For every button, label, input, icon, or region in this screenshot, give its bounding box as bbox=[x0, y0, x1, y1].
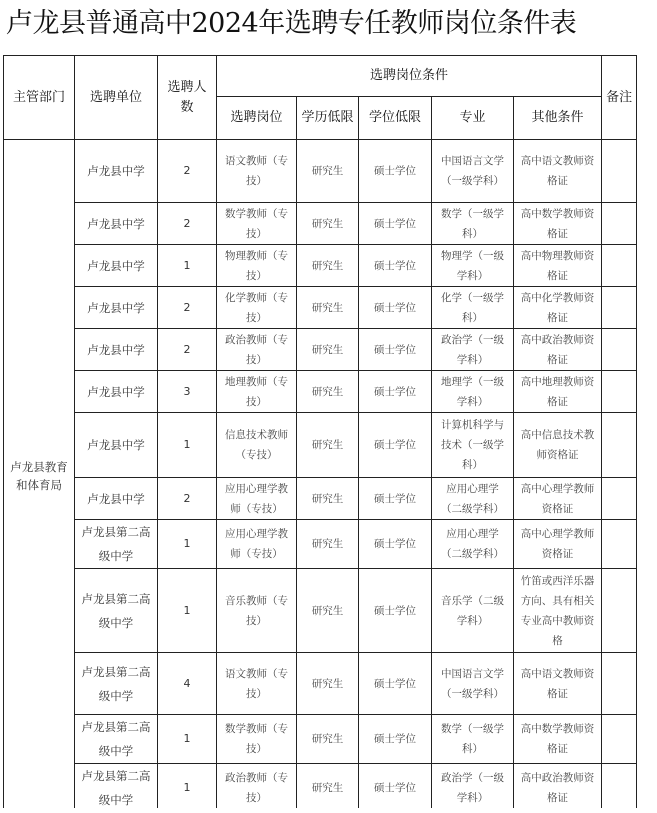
header-conditions: 选聘岗位条件 bbox=[217, 56, 602, 97]
post-cell: 应用心理学教师（专技） bbox=[217, 478, 297, 520]
other-cell: 高中语文教师资格证 bbox=[514, 140, 602, 203]
header-remark: 备注 bbox=[602, 56, 637, 140]
remark-cell bbox=[602, 478, 637, 520]
degree-cell: 硕士学位 bbox=[359, 371, 432, 413]
major-cell: 中国语言文学（一级学科） bbox=[432, 140, 514, 203]
unit-cell: 卢龙县中学 bbox=[75, 140, 158, 203]
unit-cell: 卢龙县中学 bbox=[75, 329, 158, 371]
post-cell: 语文教师（专技） bbox=[217, 140, 297, 203]
degree-cell: 硕士学位 bbox=[359, 478, 432, 520]
count-cell: 2 bbox=[158, 287, 217, 329]
unit-cell: 卢龙县第二高级中学 bbox=[75, 520, 158, 569]
post-cell: 物理教师（专技） bbox=[217, 245, 297, 287]
remark-cell bbox=[602, 413, 637, 478]
other-cell: 高中语文教师资格证 bbox=[514, 653, 602, 715]
remark-cell bbox=[602, 245, 637, 287]
count-cell: 2 bbox=[158, 329, 217, 371]
header-post: 选聘岗位 bbox=[217, 97, 297, 140]
header-count: 选聘人数 bbox=[158, 56, 217, 140]
unit-cell: 卢龙县第二高级中学 bbox=[75, 653, 158, 715]
count-cell: 3 bbox=[158, 371, 217, 413]
post-cell: 政治教师（专技） bbox=[217, 329, 297, 371]
degree-cell: 硕士学位 bbox=[359, 245, 432, 287]
post-cell: 数学教师（专技） bbox=[217, 715, 297, 764]
other-cell: 高中物理教师资格证 bbox=[514, 245, 602, 287]
count-cell: 4 bbox=[158, 653, 217, 715]
page-edge bbox=[0, 808, 657, 813]
post-cell: 地理教师（专技） bbox=[217, 371, 297, 413]
post-cell: 语文教师（专技） bbox=[217, 653, 297, 715]
edu-cell: 研究生 bbox=[297, 371, 359, 413]
edu-cell: 研究生 bbox=[297, 715, 359, 764]
table-row bbox=[4, 569, 637, 653]
unit-cell: 卢龙县中学 bbox=[75, 478, 158, 520]
table-row bbox=[4, 140, 637, 203]
count-cell: 1 bbox=[158, 569, 217, 653]
edu-cell: 研究生 bbox=[297, 245, 359, 287]
degree-cell: 硕士学位 bbox=[359, 520, 432, 569]
header-edu: 学历低限 bbox=[297, 97, 359, 140]
remark-cell bbox=[602, 569, 637, 653]
major-cell: 物理学（一级学科） bbox=[432, 245, 514, 287]
edu-cell: 研究生 bbox=[297, 478, 359, 520]
table-row bbox=[4, 203, 637, 245]
other-cell: 高中政治教师资格证 bbox=[514, 329, 602, 371]
header-unit: 选聘单位 bbox=[75, 56, 158, 140]
unit-cell: 卢龙县中学 bbox=[75, 413, 158, 478]
table-row bbox=[4, 520, 637, 569]
edu-cell: 研究生 bbox=[297, 329, 359, 371]
degree-cell: 硕士学位 bbox=[359, 413, 432, 478]
major-cell: 政治学（一级学科） bbox=[432, 329, 514, 371]
edu-cell: 研究生 bbox=[297, 764, 359, 813]
degree-cell: 硕士学位 bbox=[359, 329, 432, 371]
remark-cell bbox=[602, 371, 637, 413]
other-cell: 竹笛或西洋乐器方向、具有相关专业高中教师资格 bbox=[514, 569, 602, 653]
degree-cell: 硕士学位 bbox=[359, 569, 432, 653]
table-row bbox=[4, 329, 637, 371]
header-major: 专业 bbox=[432, 97, 514, 140]
major-cell: 应用心理学（二级学科） bbox=[432, 520, 514, 569]
header-degree: 学位低限 bbox=[359, 97, 432, 140]
post-cell: 应用心理学教师（专技） bbox=[217, 520, 297, 569]
post-cell: 政治教师（专技） bbox=[217, 764, 297, 813]
header-dept: 主管部门 bbox=[4, 56, 75, 140]
post-cell: 化学教师（专技） bbox=[217, 287, 297, 329]
other-cell: 高中化学教师资格证 bbox=[514, 287, 602, 329]
count-cell: 2 bbox=[158, 478, 217, 520]
post-cell: 音乐教师（专技） bbox=[217, 569, 297, 653]
major-cell: 政治学（一级学科） bbox=[432, 764, 514, 813]
dept-cell: 卢龙县教育和体育局 bbox=[4, 140, 75, 813]
major-cell: 数学（一级学科） bbox=[432, 203, 514, 245]
table-row bbox=[4, 715, 637, 764]
edu-cell: 研究生 bbox=[297, 413, 359, 478]
unit-cell: 卢龙县第二高级中学 bbox=[75, 715, 158, 764]
edu-cell: 研究生 bbox=[297, 520, 359, 569]
unit-cell: 卢龙县第二高级中学 bbox=[75, 569, 158, 653]
edu-cell: 研究生 bbox=[297, 140, 359, 203]
post-cell: 数学教师（专技） bbox=[217, 203, 297, 245]
remark-cell bbox=[602, 520, 637, 569]
unit-cell: 卢龙县中学 bbox=[75, 245, 158, 287]
other-cell: 高中地理教师资格证 bbox=[514, 371, 602, 413]
edu-cell: 研究生 bbox=[297, 203, 359, 245]
unit-cell: 卢龙县第二高级中学 bbox=[75, 764, 158, 813]
table-row bbox=[4, 478, 637, 520]
remark-cell bbox=[602, 140, 637, 203]
major-cell: 音乐学（二级学科） bbox=[432, 569, 514, 653]
major-cell: 化学（一级学科） bbox=[432, 287, 514, 329]
unit-cell: 卢龙县中学 bbox=[75, 203, 158, 245]
other-cell: 高中数学教师资格证 bbox=[514, 203, 602, 245]
table-body bbox=[4, 140, 637, 813]
count-cell: 2 bbox=[158, 203, 217, 245]
degree-cell: 硕士学位 bbox=[359, 287, 432, 329]
remark-cell bbox=[602, 203, 637, 245]
degree-cell: 硕士学位 bbox=[359, 203, 432, 245]
table-row bbox=[4, 413, 637, 478]
remark-cell bbox=[602, 764, 637, 813]
count-cell: 2 bbox=[158, 140, 217, 203]
page-title: 卢龙县普通高中2024年选聘专任教师岗位条件表 bbox=[6, 8, 577, 39]
recruitment-table bbox=[3, 55, 637, 813]
other-cell: 高中政治教师资格证 bbox=[514, 764, 602, 813]
unit-cell: 卢龙县中学 bbox=[75, 371, 158, 413]
edu-cell: 研究生 bbox=[297, 569, 359, 653]
edu-cell: 研究生 bbox=[297, 287, 359, 329]
post-cell: 信息技术教师（专技） bbox=[217, 413, 297, 478]
degree-cell: 硕士学位 bbox=[359, 715, 432, 764]
major-cell: 应用心理学（二级学科） bbox=[432, 478, 514, 520]
table-row bbox=[4, 371, 637, 413]
degree-cell: 硕士学位 bbox=[359, 653, 432, 715]
remark-cell bbox=[602, 653, 637, 715]
major-cell: 中国语言文学（一级学科） bbox=[432, 653, 514, 715]
remark-cell bbox=[602, 329, 637, 371]
table-row bbox=[4, 245, 637, 287]
major-cell: 计算机科学与技术（一级学科） bbox=[432, 413, 514, 478]
degree-cell: 硕士学位 bbox=[359, 764, 432, 813]
degree-cell: 硕士学位 bbox=[359, 140, 432, 203]
count-cell: 1 bbox=[158, 413, 217, 478]
remark-cell bbox=[602, 715, 637, 764]
remark-cell bbox=[602, 287, 637, 329]
header-other: 其他条件 bbox=[514, 97, 602, 140]
unit-cell: 卢龙县中学 bbox=[75, 287, 158, 329]
count-cell: 1 bbox=[158, 764, 217, 813]
major-cell: 数学（一级学科） bbox=[432, 715, 514, 764]
table-row bbox=[4, 764, 637, 813]
table-row bbox=[4, 287, 637, 329]
other-cell: 高中心理学教师资格证 bbox=[514, 520, 602, 569]
other-cell: 高中数学教师资格证 bbox=[514, 715, 602, 764]
other-cell: 高中心理学教师资格证 bbox=[514, 478, 602, 520]
major-cell: 地理学（一级学科） bbox=[432, 371, 514, 413]
count-cell: 1 bbox=[158, 715, 217, 764]
count-cell: 1 bbox=[158, 245, 217, 287]
edu-cell: 研究生 bbox=[297, 653, 359, 715]
count-cell: 1 bbox=[158, 520, 217, 569]
table-row bbox=[4, 653, 637, 715]
other-cell: 高中信息技术教师资格证 bbox=[514, 413, 602, 478]
